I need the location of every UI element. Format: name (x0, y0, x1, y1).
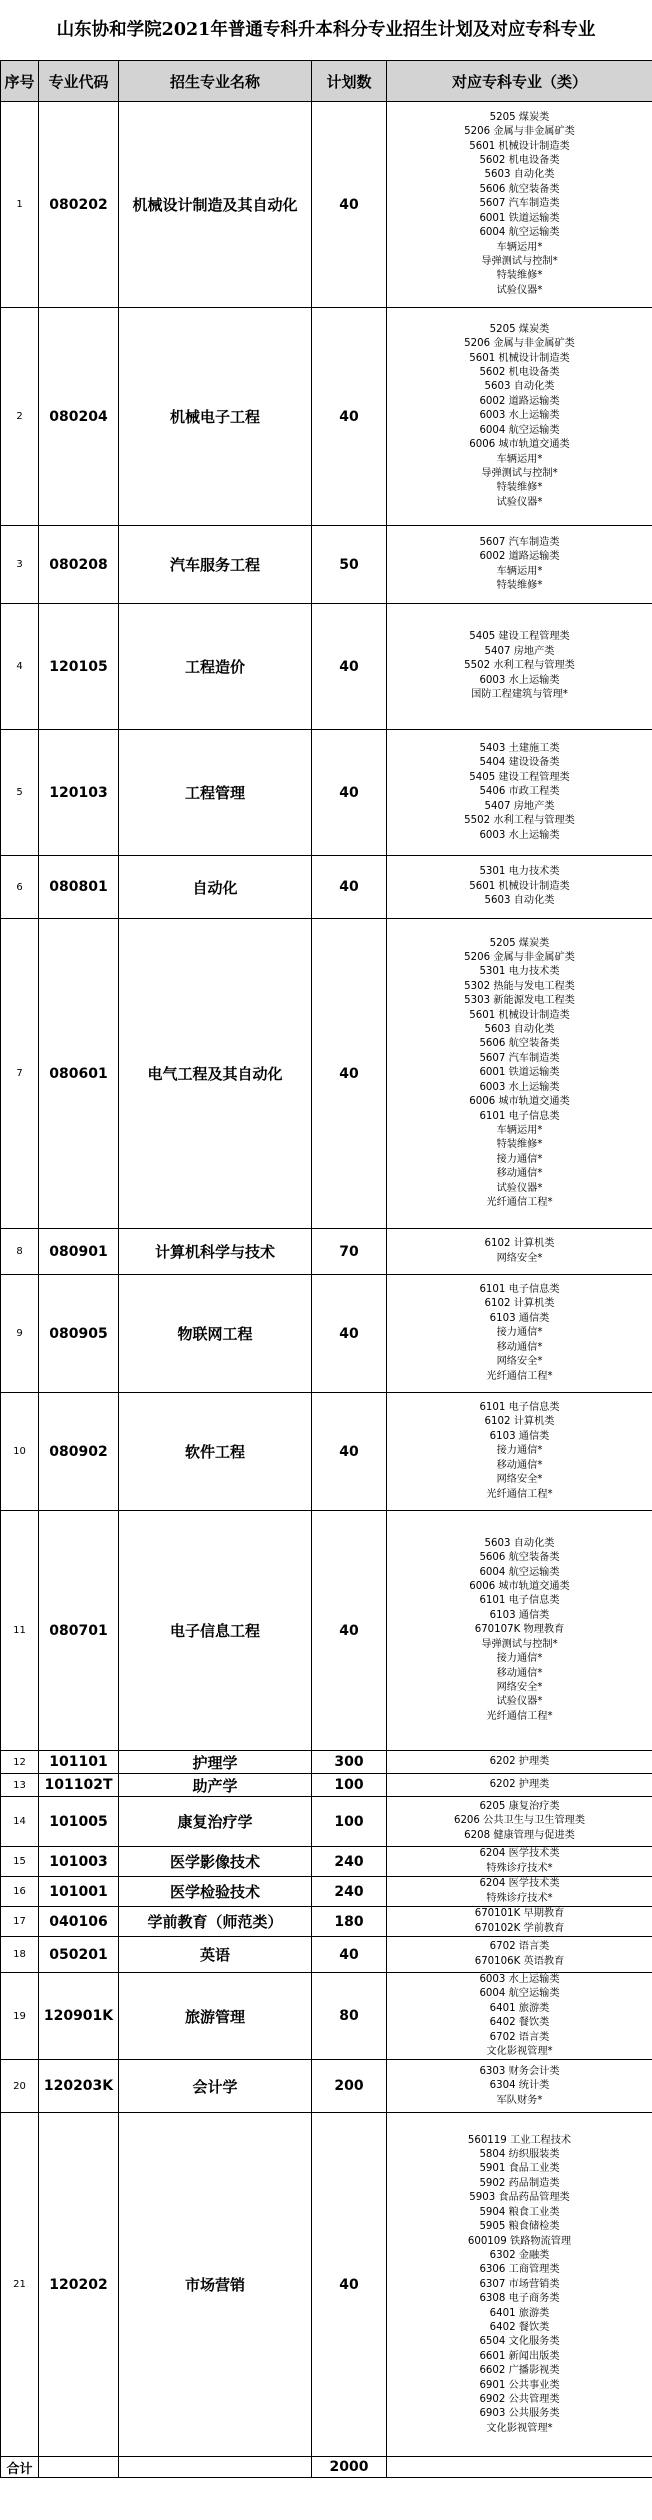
matching-major-item: 移动通信* (496, 1168, 543, 1180)
matching-major-item: 5601 机械设计制造类 (469, 140, 570, 152)
matching-major-item: 试验仪器* (496, 1182, 543, 1194)
table-row (1, 1393, 652, 1511)
row-index: 10 (1, 1393, 39, 1511)
matching-major-item: 6004 航空运输类 (479, 1988, 560, 2000)
matching-majors (387, 308, 652, 526)
matching-major-item: 6006 城市轨道交通类 (469, 439, 570, 451)
matching-major-item: 5905 粮食储检类 (479, 2221, 560, 2233)
total-label: 合计 (1, 2457, 39, 2478)
table-row (1, 102, 652, 308)
matching-major-item: 车辆运用* (496, 453, 543, 465)
matching-major-item: 600109 铁路物流管理 (467, 2235, 572, 2247)
matching-major-item: 6001 铁道运输类 (479, 212, 560, 224)
matching-majors (387, 1937, 652, 1973)
matching-major-item: 5405 建设工程管理类 (469, 771, 570, 783)
header-index: 序号 (1, 61, 39, 102)
major-name: 会计学 (119, 2060, 312, 2113)
matching-major-item: 5606 航空装备类 (479, 183, 560, 195)
page-title: 山东协和学院2021年普通专科升本科分专业招生计划及对应专科专业 (56, 20, 596, 40)
major-name: 旅游管理 (119, 1973, 312, 2060)
major-name: 医学影像技术 (119, 1847, 312, 1877)
matching-major-item: 6103 通信类 (489, 1312, 550, 1324)
table-row (1, 1275, 652, 1393)
matching-major-item: 特装维修* (496, 1139, 543, 1151)
matching-major-item: 6602 广播影视类 (479, 2365, 560, 2377)
major-name: 护理学 (119, 1751, 312, 1774)
matching-major-item: 6903 公共服务类 (479, 2408, 560, 2420)
major-name: 计算机科学与技术 (119, 1229, 312, 1275)
matching-major-item: 5301 电力技术类 (479, 866, 560, 878)
matching-majors (387, 1907, 652, 1937)
row-index: 3 (1, 526, 39, 604)
matching-major-item: 6303 财务会计类 (479, 2065, 560, 2077)
matching-majors (387, 919, 652, 1229)
matching-major-item: 6006 城市轨道交通类 (469, 1096, 570, 1108)
matching-major-item: 特装维修* (496, 482, 543, 494)
matching-major-item: 6202 护理类 (489, 1778, 550, 1790)
matching-major-item: 试验仪器* (496, 284, 543, 296)
matching-major-item: 网络安全* (496, 1681, 543, 1693)
major-code: 080204 (39, 308, 119, 526)
matching-major-item: 接力通信* (496, 1445, 543, 1457)
matching-major-item: 6402 餐饮类 (489, 2017, 550, 2029)
table-header-row (1, 61, 652, 102)
matching-majors (387, 1393, 652, 1511)
matching-major-item: 5406 市政工程类 (479, 786, 560, 798)
matching-major-item: 光纤通信工程* (486, 1196, 553, 1208)
plan-count: 100 (312, 1797, 387, 1847)
matching-major-item: 5603 自动化类 (484, 1024, 555, 1036)
matching-major-item: 5607 汽车制造类 (479, 536, 560, 548)
matching-major-item: 5303 新能源发电工程类 (464, 995, 575, 1007)
plan-count: 200 (312, 2060, 387, 2113)
major-name: 机械电子工程 (119, 308, 312, 526)
matching-major-item: 特殊诊疗技术* (486, 1862, 553, 1874)
matching-major-item: 接力通信* (496, 1153, 543, 1165)
matching-major-item: 6003 水上运输类 (479, 829, 560, 841)
major-name: 软件工程 (119, 1393, 312, 1511)
matching-majors (387, 1797, 652, 1847)
row-index: 8 (1, 1229, 39, 1275)
major-name: 物联网工程 (119, 1275, 312, 1393)
row-index: 20 (1, 2060, 39, 2113)
matching-major-item: 6102 计算机类 (484, 1298, 555, 1310)
matching-major-item: 5502 水利工程与管理类 (464, 815, 575, 827)
matching-majors (387, 1847, 652, 1877)
matching-major-item: 6003 水上运输类 (479, 674, 560, 686)
matching-major-item: 5602 机电设备类 (479, 155, 560, 167)
row-index: 9 (1, 1275, 39, 1393)
matching-major-item: 6003 水上运输类 (479, 1081, 560, 1093)
table-row (1, 1229, 652, 1275)
plan-count: 40 (312, 2113, 387, 2457)
matching-major-item: 特殊诊疗技术* (486, 1892, 553, 1904)
row-index: 17 (1, 1907, 39, 1937)
matching-majors (387, 526, 652, 604)
plan-count: 240 (312, 1847, 387, 1877)
row-index: 12 (1, 1751, 39, 1774)
major-name: 医学检验技术 (119, 1877, 312, 1907)
matching-major-item: 670107K 物理教育 (474, 1624, 565, 1636)
plan-count: 40 (312, 1275, 387, 1393)
major-code: 101101 (39, 1751, 119, 1774)
major-code: 080801 (39, 856, 119, 919)
matching-major-item: 导弹测试与控制* (481, 255, 558, 267)
plan-count: 40 (312, 1393, 387, 1511)
matching-majors (387, 604, 652, 730)
major-name: 康复治疗学 (119, 1797, 312, 1847)
row-index: 5 (1, 730, 39, 856)
row-index: 15 (1, 1847, 39, 1877)
matching-major-item: 5403 土建施工类 (479, 743, 560, 755)
matching-major-item: 5404 建设设备类 (479, 757, 560, 769)
matching-major-item: 670101K 早期教育 (474, 1908, 565, 1920)
matching-major-item: 6402 餐饮类 (489, 2321, 550, 2333)
matching-major-item: 6307 市场营销类 (479, 2278, 560, 2290)
matching-major-item: 6103 通信类 (489, 1609, 550, 1621)
matching-major-item: 光纤通信工程* (486, 1710, 553, 1722)
matching-major-item: 6308 电子商务类 (479, 2293, 560, 2305)
matching-major-item: 网络安全* (496, 1474, 543, 1486)
matching-major-item: 5607 汽车制造类 (479, 198, 560, 210)
major-code: 101005 (39, 1797, 119, 1847)
matching-major-item: 军队财务* (496, 2094, 543, 2106)
matching-major-item: 国防工程建筑与管理* (471, 689, 568, 701)
plan-count: 240 (312, 1877, 387, 1907)
matching-major-item: 5602 机电设备类 (479, 367, 560, 379)
matching-major-item: 6006 城市轨道交通类 (469, 1581, 570, 1593)
table-row (1, 1797, 652, 1847)
matching-major-item: 6003 水上运输类 (479, 1974, 560, 1985)
matching-major-item: 5804 纺织服装类 (479, 2149, 560, 2161)
plan-count: 100 (312, 1774, 387, 1797)
matching-majors (387, 1275, 652, 1393)
table-row (1, 2060, 652, 2113)
matching-majors (387, 1751, 652, 1774)
major-name: 工程管理 (119, 730, 312, 856)
matching-major-item: 网络安全* (496, 1252, 543, 1264)
matching-major-item: 6101 电子信息类 (479, 1595, 560, 1607)
matching-major-item: 5205 煤炭类 (489, 111, 550, 123)
matching-major-item: 5603 自动化类 (484, 169, 555, 181)
matching-major-item: 6002 道路运输类 (479, 551, 560, 563)
table-row (1, 308, 652, 526)
major-code: 080902 (39, 1393, 119, 1511)
major-code: 080208 (39, 526, 119, 604)
matching-major-item: 6101 电子信息类 (479, 1284, 560, 1296)
matching-major-item: 6504 文化服务类 (479, 2336, 560, 2348)
matching-major-item: 导弹测试与控制* (481, 467, 558, 479)
matching-major-item: 6004 航空运输类 (479, 424, 560, 436)
matching-major-item: 5206 金属与非金属矿类 (464, 952, 575, 964)
matching-major-item: 5607 汽车制造类 (479, 1052, 560, 1064)
plan-count: 40 (312, 604, 387, 730)
matching-major-item: 6206 公共卫生与卫生管理类 (453, 1815, 586, 1827)
table-row (1, 1973, 652, 2060)
matching-major-item: 6101 电子信息类 (479, 1402, 560, 1414)
major-code: 080905 (39, 1275, 119, 1393)
plan-count: 70 (312, 1229, 387, 1275)
empty-cell (387, 2457, 652, 2478)
major-code: 080901 (39, 1229, 119, 1275)
matching-majors (387, 1511, 652, 1751)
matching-majors (387, 1774, 652, 1797)
plan-count: 80 (312, 1973, 387, 2060)
matching-major-item: 6302 金融类 (489, 2249, 550, 2261)
matching-majors (387, 1973, 652, 2060)
table-row (1, 1937, 652, 1973)
matching-major-item: 6901 公共事业类 (479, 2379, 560, 2391)
matching-major-item: 670106K 英语教育 (474, 1955, 565, 1967)
matching-major-item: 6401 旅游类 (489, 2002, 550, 2014)
header-name: 招生专业名称 (119, 61, 312, 102)
row-index: 16 (1, 1877, 39, 1907)
matching-major-item: 6002 道路运输类 (479, 395, 560, 407)
row-index: 19 (1, 1973, 39, 2060)
total-plan: 2000 (312, 2457, 387, 2478)
matching-major-item: 5902 药品制造类 (479, 2177, 560, 2189)
matching-major-item: 网络安全* (496, 1356, 543, 1368)
row-index: 6 (1, 856, 39, 919)
row-index: 1 (1, 102, 39, 308)
matching-major-item: 6702 语言类 (489, 2031, 550, 2043)
total-row (1, 2457, 652, 2478)
major-code: 040106 (39, 1907, 119, 1937)
plan-count: 50 (312, 526, 387, 604)
matching-major-item: 试验仪器* (496, 496, 543, 508)
matching-major-item: 6208 健康管理与促进类 (464, 1829, 575, 1841)
plan-count: 40 (312, 102, 387, 308)
major-code: 120203K (39, 2060, 119, 2113)
matching-major-item: 光纤通信工程* (486, 1488, 553, 1500)
matching-major-item: 6102 计算机类 (484, 1238, 555, 1250)
matching-major-item: 5603 自动化类 (484, 895, 555, 907)
plan-count: 40 (312, 1937, 387, 1973)
matching-major-item: 车辆运用* (496, 565, 543, 577)
matching-major-item: 文化影视管理* (486, 2422, 553, 2434)
plan-count: 40 (312, 919, 387, 1229)
matching-major-item: 特装维修* (496, 270, 543, 282)
matching-major-item: 5601 机械设计制造类 (469, 880, 570, 892)
table-row (1, 604, 652, 730)
major-name: 助产学 (119, 1774, 312, 1797)
matching-major-item: 6202 护理类 (489, 1755, 550, 1767)
matching-major-item: 6004 航空运输类 (479, 1566, 560, 1578)
matching-major-item: 5301 电力技术类 (479, 966, 560, 978)
matching-major-item: 670102K 学前教育 (474, 1922, 565, 1934)
row-index: 11 (1, 1511, 39, 1751)
matching-major-item: 5205 煤炭类 (489, 937, 550, 949)
matching-major-item: 接力通信* (496, 1327, 543, 1339)
table-row (1, 1774, 652, 1797)
matching-major-item: 560119 工业工程技术 (467, 2134, 572, 2146)
table-row (1, 2113, 652, 2457)
matching-major-item: 移动通信* (496, 1341, 543, 1353)
row-index: 14 (1, 1797, 39, 1847)
matching-majors (387, 1877, 652, 1907)
major-name: 汽车服务工程 (119, 526, 312, 604)
matching-majors (387, 856, 652, 919)
matching-major-item: 移动通信* (496, 1667, 543, 1679)
matching-major-item: 5603 自动化类 (484, 381, 555, 393)
matching-major-item: 5901 食品工业类 (479, 2163, 560, 2175)
matching-major-item: 车辆运用* (496, 1124, 543, 1136)
matching-major-item: 5407 房地产类 (484, 800, 555, 812)
plan-count: 180 (312, 1907, 387, 1937)
matching-major-item: 6601 新闻出版类 (479, 2350, 560, 2362)
major-name: 电气工程及其自动化 (119, 919, 312, 1229)
matching-major-item: 6304 统计类 (489, 2080, 550, 2092)
major-code: 120105 (39, 604, 119, 730)
major-name: 学前教育（师范类） (119, 1907, 312, 1937)
matching-major-item: 6205 康复治疗类 (479, 1800, 560, 1812)
major-code: 050201 (39, 1937, 119, 1973)
table-row (1, 1847, 652, 1877)
matching-major-item: 5302 热能与发电工程类 (464, 980, 575, 992)
plan-count: 300 (312, 1751, 387, 1774)
table-row (1, 1877, 652, 1907)
matching-major-item: 5601 机械设计制造类 (469, 352, 570, 364)
matching-major-item: 5206 金属与非金属矿类 (464, 338, 575, 350)
table-body (1, 102, 652, 2478)
row-index: 4 (1, 604, 39, 730)
matching-major-item: 5606 航空装备类 (479, 1552, 560, 1564)
matching-majors (387, 730, 652, 856)
plan-count: 40 (312, 856, 387, 919)
matching-major-item: 5405 建设工程管理类 (469, 631, 570, 643)
matching-major-item: 5603 自动化类 (484, 1537, 555, 1549)
matching-major-item: 6401 旅游类 (489, 2307, 550, 2319)
plan-count: 40 (312, 308, 387, 526)
matching-major-item: 5601 机械设计制造类 (469, 1009, 570, 1021)
row-index: 2 (1, 308, 39, 526)
matching-major-item: 5606 航空装备类 (479, 1038, 560, 1050)
major-name: 市场营销 (119, 2113, 312, 2457)
header-code: 专业代码 (39, 61, 119, 102)
matching-major-item: 6103 通信类 (489, 1430, 550, 1442)
major-code: 080202 (39, 102, 119, 308)
matching-major-item: 6204 医学技术类 (479, 1878, 560, 1890)
major-name: 工程造价 (119, 604, 312, 730)
matching-major-item: 5903 食品药品管理类 (469, 2192, 570, 2204)
major-code: 080601 (39, 919, 119, 1229)
matching-majors (387, 2113, 652, 2457)
matching-majors (387, 102, 652, 308)
enrollment-plan-table (0, 60, 652, 2478)
row-index: 13 (1, 1774, 39, 1797)
matching-major-item: 5502 水利工程与管理类 (464, 660, 575, 672)
matching-majors (387, 1229, 652, 1275)
matching-major-item: 6001 铁道运输类 (479, 1067, 560, 1079)
matching-major-item: 5205 煤炭类 (489, 323, 550, 335)
matching-major-item: 6204 医学技术类 (479, 1848, 560, 1860)
major-name: 自动化 (119, 856, 312, 919)
matching-major-item: 文化影视管理* (486, 2046, 553, 2058)
major-name: 电子信息工程 (119, 1511, 312, 1751)
matching-major-item: 5407 房地产类 (484, 645, 555, 657)
matching-major-item: 5206 金属与非金属矿类 (464, 126, 575, 138)
table-row (1, 1751, 652, 1774)
matching-major-item: 6004 航空运输类 (479, 227, 560, 239)
major-code: 080701 (39, 1511, 119, 1751)
empty-cell (39, 2457, 119, 2478)
matching-major-item: 接力通信* (496, 1653, 543, 1665)
matching-major-item: 6902 公共管理类 (479, 2393, 560, 2405)
matching-major-item: 移动通信* (496, 1459, 543, 1471)
matching-major-item: 6702 语言类 (489, 1941, 550, 1953)
major-code: 101003 (39, 1847, 119, 1877)
plan-count: 40 (312, 1511, 387, 1751)
table-row (1, 526, 652, 604)
row-index: 18 (1, 1937, 39, 1973)
matching-major-item: 特装维修* (496, 579, 543, 591)
empty-cell (119, 2457, 312, 2478)
matching-major-item: 光纤通信工程* (486, 1370, 553, 1382)
plan-count: 40 (312, 730, 387, 856)
major-name: 英语 (119, 1937, 312, 1973)
major-code: 101102T (39, 1774, 119, 1797)
matching-major-item: 6101 电子信息类 (479, 1110, 560, 1122)
matching-major-item: 6306 工商管理类 (479, 2264, 560, 2276)
row-index: 21 (1, 2113, 39, 2457)
major-code: 120901K (39, 1973, 119, 2060)
matching-major-item: 5904 粮食工业类 (479, 2206, 560, 2218)
matching-major-item: 车辆运用* (496, 241, 543, 253)
matching-major-item: 6003 水上运输类 (479, 410, 560, 422)
matching-major-item: 试验仪器* (496, 1696, 543, 1708)
table-row (1, 1907, 652, 1937)
table-row (1, 856, 652, 919)
major-name: 机械设计制造及其自动化 (119, 102, 312, 308)
table-row (1, 1511, 652, 1751)
major-code: 120103 (39, 730, 119, 856)
row-index: 7 (1, 919, 39, 1229)
major-code: 120202 (39, 2113, 119, 2457)
header-majors: 对应专科专业（类） (387, 61, 652, 102)
matching-major-item: 6102 计算机类 (484, 1416, 555, 1428)
matching-majors (387, 2060, 652, 2113)
matching-major-item: 导弹测试与控制* (481, 1638, 558, 1650)
table-row (1, 919, 652, 1229)
header-plan: 计划数 (312, 61, 387, 102)
table-row (1, 730, 652, 856)
major-code: 101001 (39, 1877, 119, 1907)
